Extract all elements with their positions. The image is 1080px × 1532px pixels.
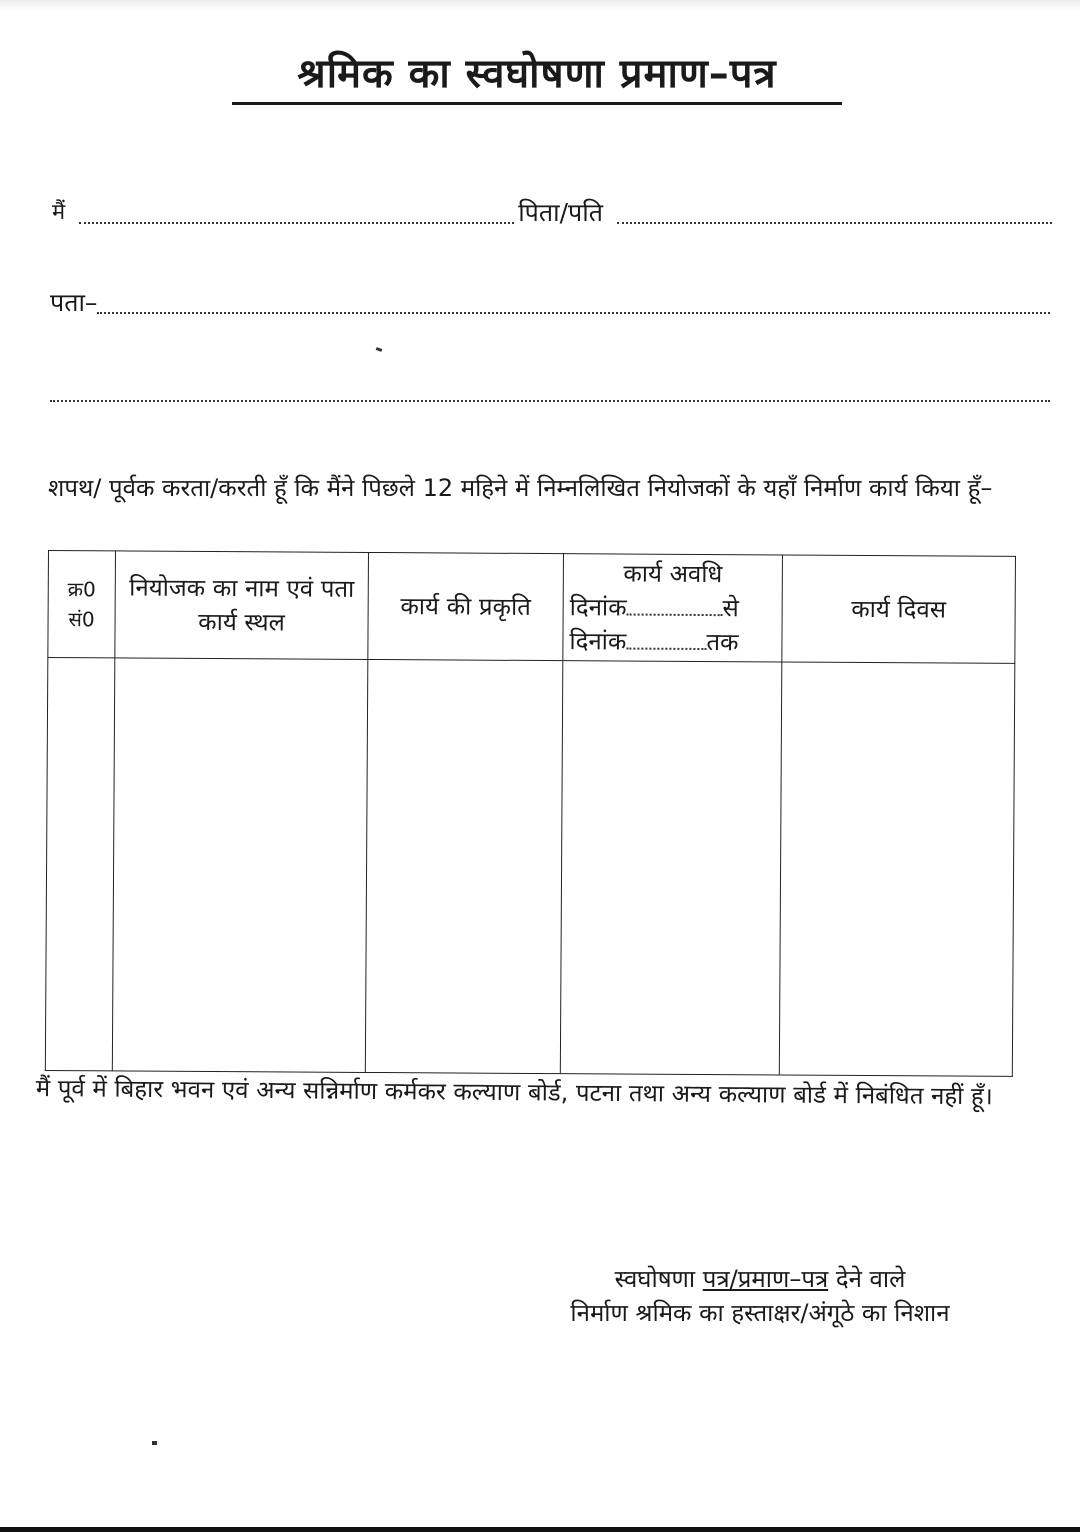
address-field-line-2[interactable] [50,378,1050,402]
address-row-2 [50,378,1050,406]
signature-block [540,1262,980,1330]
name-label: मैं [52,200,66,225]
period-from-field[interactable] [627,596,723,617]
period-from-suffix: से [722,594,739,623]
header-employer: नियोजक का नाम एवं पता कार्य स्थल [115,551,369,660]
scan-edge-top [0,0,1080,10]
header-work-period [563,554,783,662]
period-title: कार्य अवधि [623,559,723,589]
page-title: श्रमिक का स्वघोषणा प्रमाण–पत्र [232,50,842,105]
period-from-line [570,590,776,625]
header-serial-number: क्र0 सं0 [48,551,116,658]
signature-line-1 [540,1262,980,1296]
table-row [45,658,1015,1077]
work-history-table [45,550,1016,1077]
scan-edge-bottom [0,1527,1080,1532]
address-row [50,288,1050,318]
cell-serial[interactable] [45,658,115,1071]
period-from-label: दिनांक [569,593,627,622]
declaration-text: शपथ/ पूर्वक करता/करती हूँ कि मैंने पिछले 12 महिने में निम्नलिखित नियोजकों के यहाँ निर्माण कार्य किया हूँ– [48,474,993,502]
non-registration-text: मैं पूर्व में बिहार भवन एवं अन्य सन्निर्माण कर्मकर कल्याण बोर्ड, पटना तथा अन्य कल्याण बोर्ड में निबंधित नहीं हूँ। [35,1073,993,1111]
cell-employer[interactable] [112,658,368,1073]
address-field-line-1[interactable] [97,290,1050,314]
signature-suffix: देने वाले [835,1265,906,1293]
header-work-days: कार्य दिवस [782,555,1016,663]
signature-underlined: पत्र/प्रमाण–पत्र [702,1265,829,1293]
father-husband-field[interactable] [617,200,1052,224]
name-row [52,198,1052,228]
table-header-row [48,551,1016,664]
cell-nature[interactable] [365,659,563,1073]
signature-prefix: स्वघोषणा [614,1265,696,1293]
period-to-label: दिनांक [569,627,627,656]
header-work-nature: कार्य की प्रकृति [368,552,564,660]
cell-days[interactable] [779,662,1015,1076]
scan-speck [152,1441,157,1445]
father-husband-label: पिता/पति [518,198,603,227]
cell-period[interactable] [560,661,782,1075]
scan-speck [376,347,383,352]
name-field[interactable] [79,200,514,224]
signature-line-2: निर्माण श्रमिक का हस्ताक्षर/अंगूठे का निशान [570,1299,950,1327]
period-to-field[interactable] [626,630,706,650]
address-label: पता– [50,288,98,317]
period-to-line [569,624,775,659]
period-to-suffix: तक [706,628,739,657]
